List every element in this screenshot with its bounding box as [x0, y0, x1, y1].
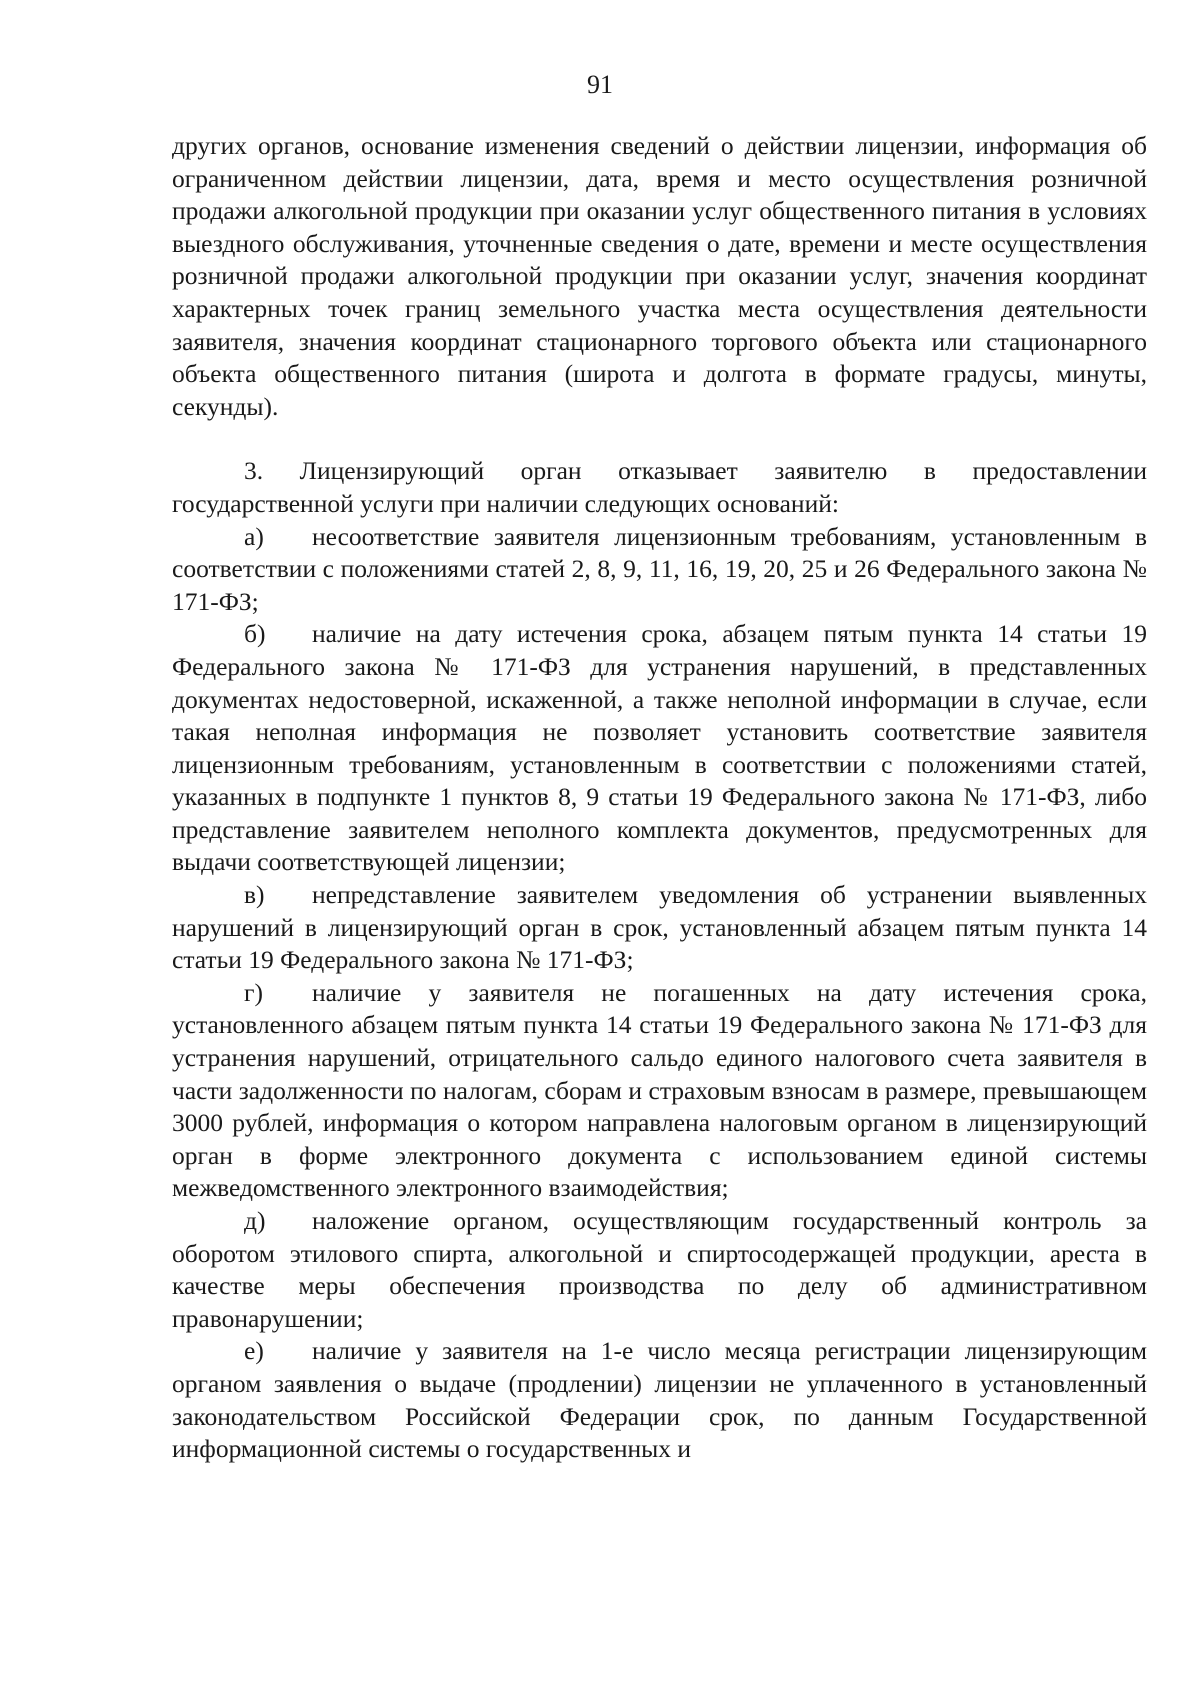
- paragraph-spacer: [172, 423, 1147, 455]
- sub-item-marker: е): [244, 1336, 264, 1366]
- sub-item-marker: б): [244, 619, 266, 649]
- document-body: [172, 130, 1147, 1466]
- sub-item-e: [172, 1335, 1147, 1465]
- section-3-intro: 3. Лицензирующий орган отказывает заявителю в предоставлении государственной услуги при наличии следующих оснований:: [172, 456, 1147, 518]
- sub-item-marker: а): [244, 521, 264, 551]
- sub-item-text: наложение органом, осуществляющим государственный контроль за оборотом этилового спирта, алкогольной и спиртосодержащей продукции, ареста в качестве меры обеспечения производства по делу об административном правонарушении;: [172, 1206, 1147, 1333]
- page-number: 91: [587, 70, 613, 99]
- sub-item-v: [172, 879, 1147, 977]
- sub-item-g: [172, 977, 1147, 1205]
- sub-item-text: наличие у заявителя не погашенных на дату истечения срока, установленного абзацем пятым пункта 14 статьи 19 Федерального закона № 171-ФЗ для устранения нарушений, отрицательного сальдо единого налогового счета заявителя в части задолженности по налогам, сборам и страховым взносам в размере, превышающем 3000 рублей, информация о котором направлена налоговым органом в лицензирующий орган в форме электронного документа с использованием единой системы межведомственного электронного взаимодействия;: [172, 977, 1147, 1203]
- sub-item-a: [172, 521, 1147, 619]
- continuation-paragraph: других органов, основание изменения сведений о действии лицензии, информация об ограниченном действии лицензии, дата, время и место осуществления розничной продажи алкогольной продукции при оказании услуг общественного питания в условиях выездного обслуживания, уточненные сведения о дате, времени и месте осуществления розничной продажи алкогольной продукции при оказании услуг, значения координат характерных точек границ земельного участка места осуществления деятельности заявителя, значения координат стационарного торгового объекта или стационарного объекта общественного питания (широта и долгота в формате градусы, минуты, секунды).: [172, 131, 1147, 421]
- sub-item-marker: в): [244, 880, 265, 910]
- sub-item-marker: г): [244, 977, 263, 1007]
- sub-item-marker: д): [244, 1206, 266, 1235]
- sub-item-text: наличие на дату истечения срока, абзацем пятым пункта 14 статьи 19 Федерального закона № 171-ФЗ для устранения нарушений, в представленных документах недостоверной, искаженной, а также неполной информации в случае, если такая неполная информация не позволяет установить соответствие заявителя лицензионным требованиям, установленным в соответствии с положениями статей, указанных в подпункте 1 пунктов 8, 9 статьи 19 Федерального закона № 171-ФЗ, либо представление заявителем неполного комплекта документов, предусмотренных для выдачи соответствующей лицензии;: [172, 619, 1147, 877]
- sub-item-text: наличие у заявителя на 1-е число месяца регистрации лицензирующим органом заявления о выдаче (продлении) лицензии не уплаченного в установленный законодательством Российской Федерации срок, по данным Государственной информационной системы о государственных и: [172, 1336, 1147, 1464]
- sub-item-text: непредставление заявителем уведомления об устранении выявленных нарушений в лицензирующий орган в срок, установленный абзацем пятым пункта 14 статьи 19 Федерального закона № 171-ФЗ;: [172, 880, 1147, 975]
- sub-item-b: [172, 618, 1147, 879]
- sub-item-d: [172, 1205, 1147, 1335]
- sub-item-text: несоответствие заявителя лицензионным требованиям, установленным в соответствии с положениями статей 2, 8, 9, 11, 16, 19, 20, 25 и 26 Федерального закона № 171-ФЗ;: [172, 521, 1147, 616]
